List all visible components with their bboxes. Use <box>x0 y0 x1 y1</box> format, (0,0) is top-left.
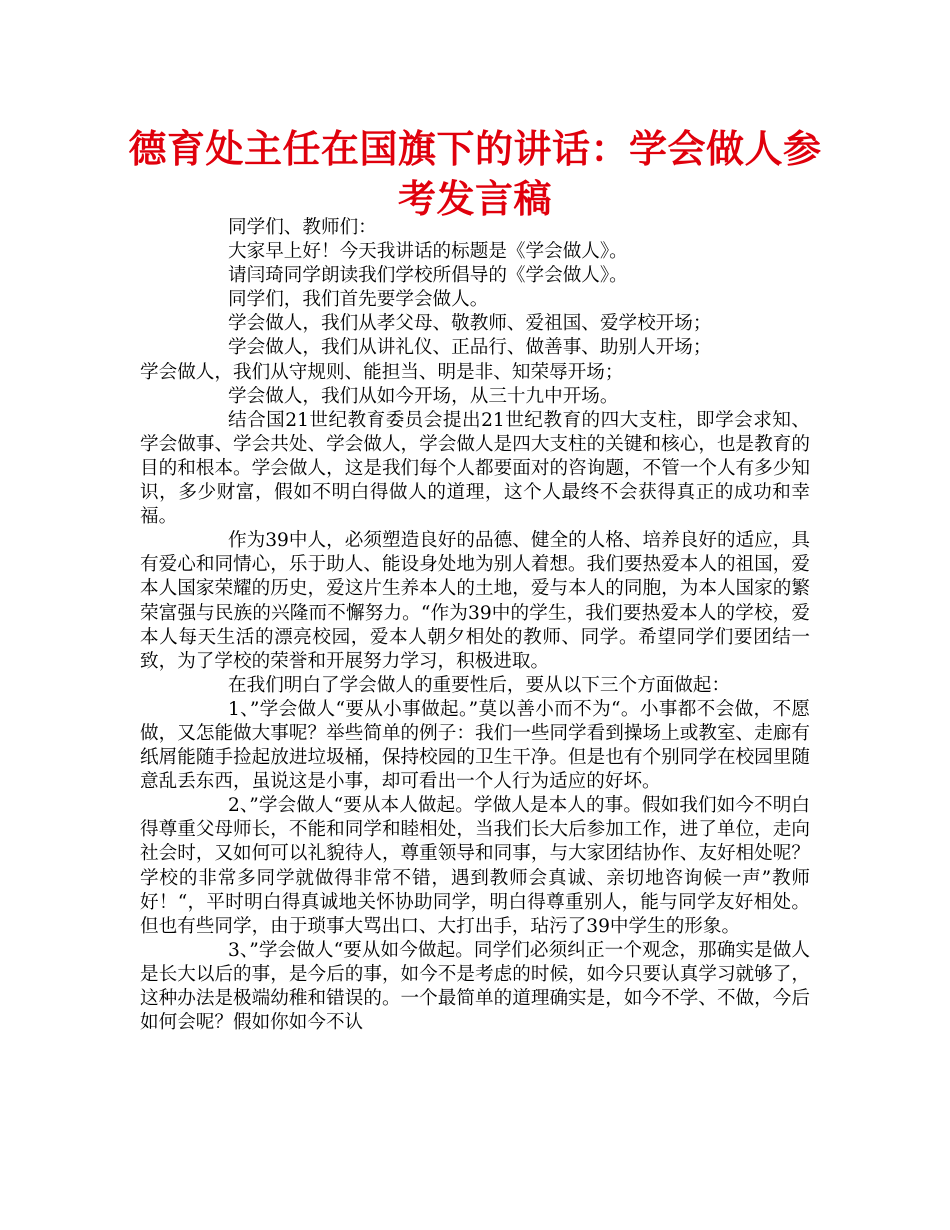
paragraph-point-1: 1、”学会做人“要从小事做起。”莫以善小而不为“。小事都不会做，不愿做，又怎能做大事呢？举些简单的例子：我们一些同学看到操场上或教室、走廊有纸屑能随手捡起放进垃圾桶，保持校园的卫生干净。但是也有个别同学在校园里随意乱丢东西，虽说这是小事，却可看出一个人行为适应的好坏。 <box>140 698 810 793</box>
paragraph-point-3: 3、”学会做人“要从如今做起。同学们必须纠正一个观念，那确实是做人是长大以后的事，是今后的事，如今不是考虑的时候，如今只要认真学习就够了，这种办法是极端幼稚和错误的。一个最简单的道理确实是，如今不学、不做，今后如何会呢？假如你如今不认 <box>140 939 810 1034</box>
document-body <box>140 216 810 1035</box>
paragraph-pledge-2: 学会做人，我们从讲礼仪、正品行、做善事、助别人开场； <box>228 337 712 359</box>
paragraph-point-2: 2、”学会做人“要从本人做起。学做人是本人的事。假如我们如今不明白得尊重父母师长，不能和同学和睦相处，当我们长大后参加工作，进了单位，走向社会时，又如何可以礼貌待人，尊重领导和同事，与大家团结协作、友好相处呢？学校的非常多同学就做得非常不错，遇到教师会真诚、亲切地咨询候一声”教师好！“，平时明白得真诚地关怀协助同学，明白得尊重别人，能与同学友好相处。但也有些同学，由于琐事大骂出口、大打出手，玷污了39中学生的形象。 <box>140 795 810 937</box>
paragraph-pledge-4: 学会做人，我们从如今开场，从三十九中开场。 <box>228 385 619 407</box>
paragraph-greeting: 大家早上好！今天我讲话的标题是《学会做人》。 <box>228 241 628 263</box>
paragraph-salutation: 同学们、教师们： <box>228 217 377 238</box>
paragraph-reading: 请闫琦同学朗读我们学校所倡导的《学会做人》。 <box>228 265 628 287</box>
document-title: 德育处主任在国旗下的讲话：学会做人参考发言稿 <box>128 127 822 221</box>
paragraph-school: 作为39中人，必须塑造良好的品德、健全的人格、培养良好的适应，具有爱心和同情心，乐于助人、能设身处地为别人着想。我们要热爱本人的祖国，爱本人国家荣耀的历史，爱这片生养本人的土地，爱与本人的同胞，为本人国家的繁荣富强与民族的兴隆而不懈努力。“作为39中的学生，我们要热爱本人的学校，爱本人每天生活的漂亮校园，爱本人朝夕相处的教师、同学。希望同学们要团结一致，为了学校的荣誉和开展努力学习，积极进取。 <box>140 530 810 672</box>
paragraph-three-aspects: 在我们明白了学会做人的重要性后，要从以下三个方面做起： <box>228 674 731 696</box>
paragraph-pledge-3: 学会做人，我们从守规则、能担当、明是非、知荣辱开场； <box>140 361 624 383</box>
paragraph-pillars: 结合国21世纪教育委员会提出21世纪教育的四大支柱，即学会求知、学会做事、学会共处、学会做人，学会做人是四大支柱的关键和核心，也是教育的目的和根本。学会做人，这是我们每个人都要面对的咨询题，不管一个人有多少知识，多少财富，假如不明白得做人的道理，这个人最终不会获得真正的成功和幸福。 <box>140 409 810 528</box>
paragraph-intro: 同学们，我们首先要学会做人。 <box>228 289 489 311</box>
paragraph-pledge-1: 学会做人，我们从孝父母、敬教师、爱祖国、爱学校开场； <box>228 313 712 335</box>
